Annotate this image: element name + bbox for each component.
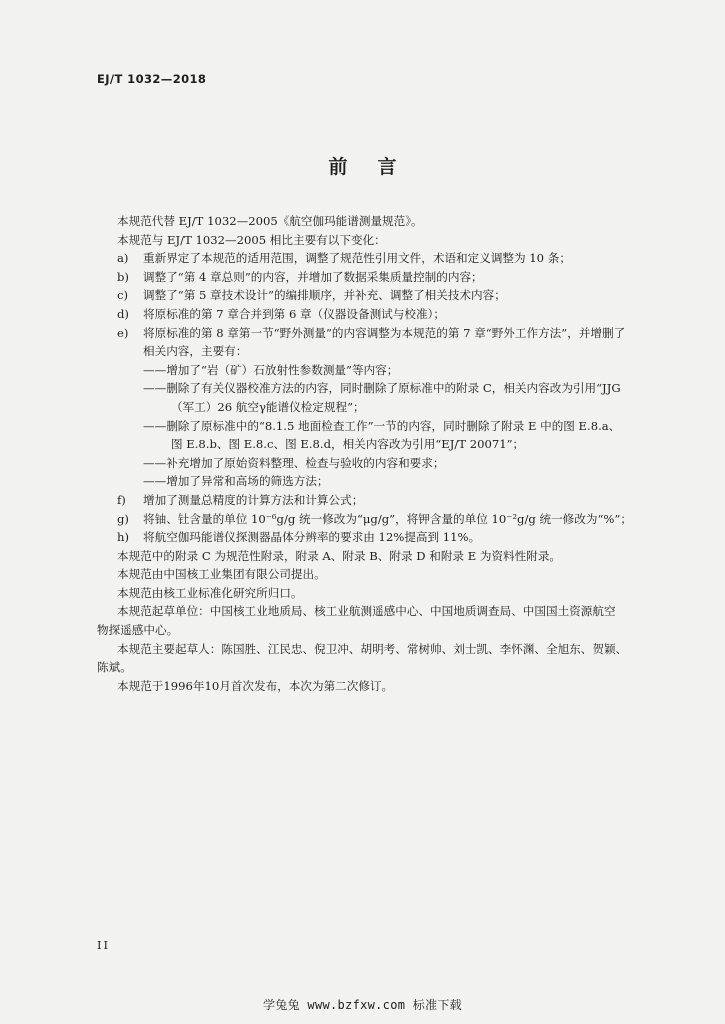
paragraph-proposer: 本规范由中国核工业集团有限公司提出。 <box>117 567 326 582</box>
paragraph-owner: 本规范由核工业标准化研究所归口。 <box>117 585 303 600</box>
list-item-text: 调整了“第 5 章技术设计”的编排顺序，并补充、调整了相关技术内容； <box>143 288 506 303</box>
list-item <box>117 249 699 268</box>
list-marker: g) <box>117 511 129 526</box>
list-item <box>117 324 699 361</box>
sub-item: ——增加了异常和高场的筛选方法； <box>143 474 329 489</box>
list-item <box>117 305 699 324</box>
sub-item-continuation: （军工）26 航空γ能谱仪检定规程”； <box>171 399 365 414</box>
list-item-text: 将原标准的第 8 章第一节“野外测量”的内容调整为本规范的第 7 章“野外工作方法”，并增删了 <box>143 325 626 340</box>
list-item-text: 重新界定了本规范的适用范围，调整了规范性引用文件，术语和定义调整为 10 条； <box>143 251 571 266</box>
paragraph-drafting-units <box>97 602 699 639</box>
list-marker: a) <box>117 251 129 266</box>
paragraph-line: 本规范起草单位：中国核工业地质局、核工业航测遥感中心、中国地质调查局、中国国土资源航空 <box>117 604 616 619</box>
list-marker: b) <box>117 269 129 284</box>
list-marker: c) <box>117 288 129 303</box>
list-item <box>117 510 699 529</box>
paragraph-line-continuation: 物探遥感中心。 <box>97 623 179 638</box>
sub-item: ——删除了有关仪器校准方法的内容，同时删除了原标准中的附录 C，相关内容改为引用“JJG <box>143 381 621 396</box>
list-item <box>117 491 699 510</box>
list-item <box>117 286 699 305</box>
list-item <box>117 528 699 547</box>
list-marker: h) <box>117 530 129 545</box>
paragraph-changes-intro: 本规范与 EJ/T 1032—2005 相比主要有以下变化： <box>117 232 386 247</box>
list-item <box>117 268 699 287</box>
paragraph-drafters <box>97 640 699 677</box>
list-marker: d) <box>117 306 129 321</box>
page-title: 前言 <box>328 156 427 178</box>
paragraph-replaces: 本规范代替 EJ/T 1032—2005《航空伽玛能谱测量规范》。 <box>117 214 423 228</box>
list-item-text: 将铀、钍含量的单位 10⁻⁶g/g 统一修改为“μg/g”，将钾含量的单位 10⁻²g/g 统一修改为“%”； <box>143 511 632 526</box>
foreword-body <box>97 212 699 695</box>
list-marker: e) <box>117 325 129 340</box>
paragraph-appendix: 本规范中的附录 C 为规范性附录，附录 A、附录 B、附录 D 和附录 E 为资料性附录。 <box>117 548 562 563</box>
sub-item: ——增加了“岩（矿）石放射性参数测量”等内容； <box>143 362 399 377</box>
paragraph-line-continuation: 陈斌。 <box>97 660 132 675</box>
standard-code-header: EJ/T 1032—2018 <box>97 72 207 86</box>
list-item-text: 将航空伽玛能谱仪探测器晶体分辨率的要求由 12%提高到 11%。 <box>143 530 481 545</box>
paragraph-line: 本规范主要起草人：陈国胜、江民忠、倪卫冲、胡明考、常树帅、刘士凯、李怀渊、全旭东、贺颖、 <box>117 641 628 656</box>
sub-item: ——补充增加了原始资料整理、检查与验收的内容和要求； <box>143 455 445 470</box>
sub-item-continuation: 图 E.8.b、图 E.8.c、图 E.8.d，相关内容改为引用“EJ/T 20071”； <box>171 437 525 452</box>
list-marker: f) <box>117 492 126 507</box>
paragraph-history: 本规范于1996年10月首次发布，本次为第二次修订。 <box>117 678 394 693</box>
page-number: II <box>97 938 111 952</box>
sub-item: ——删除了原标准中的“8.1.5 地面检查工作”一节的内容，同时删除了附录 E 中的图 E.8.a、 <box>143 418 621 433</box>
list-item-text: 将原标准的第 7 章合并到第 6 章（仪器设备测试与校准）； <box>143 306 445 321</box>
list-item-text: 调整了“第 4 章总则”的内容，并增加了数据采集质量控制的内容； <box>143 269 483 284</box>
list-item-text: 增加了测量总精度的计算方法和计算公式； <box>143 492 364 507</box>
list-item-text-continuation: 相关内容，主要有： <box>143 344 248 359</box>
watermark-footer: 学兔兔 www.bzfxw.com 标准下载 <box>263 998 462 1012</box>
